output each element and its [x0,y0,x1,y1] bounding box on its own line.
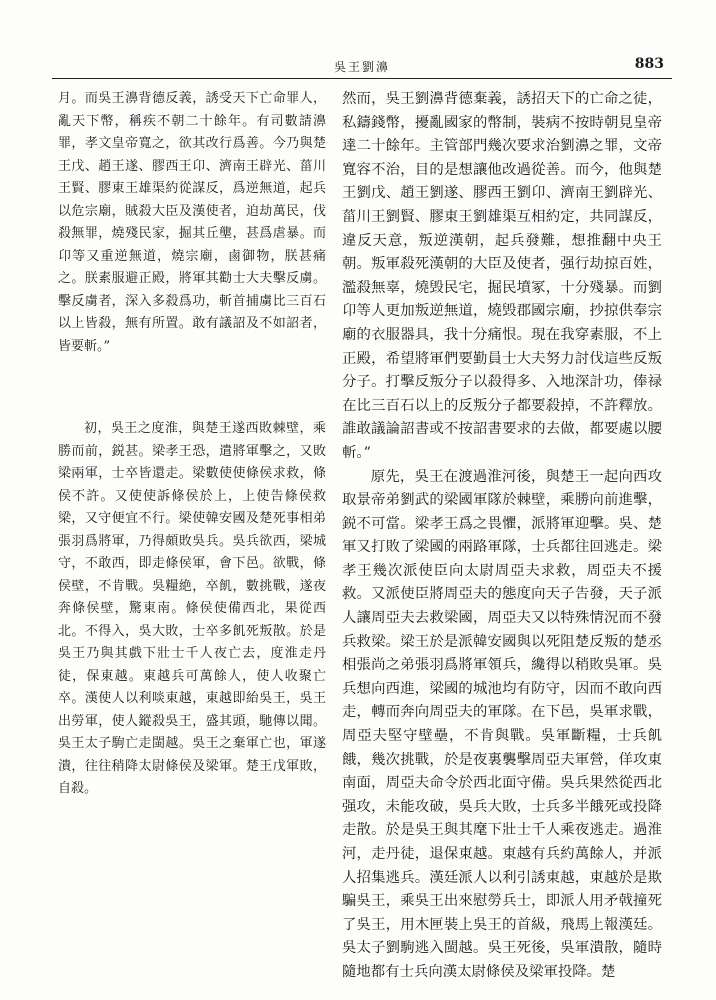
classical-paragraph-2: 初，吳王之度淮，與楚王遂西敗棘壁，乘勝而前，鋭甚。梁孝王恐，遣將軍擊之，又敗梁兩軍，士卒皆還走。梁數使使條侯求救，條侯不許。又使使訴條侯於上，上使告條侯救梁，又守便宜不行。梁使韓安國及楚死事相弟張羽爲將軍，乃得頗敗吳兵。吳兵欲西，梁城守，不敢西，即走條侯軍，會下邑。欲戰，條侯壁，不肯戰。吳糧絶，卒飢，數挑戰，遂夜奔條侯壁，驚東南。條侯使備西北，果從西北。不得入，吳大敗，士卒多飢死叛散。於是吳王乃與其戲下壯士千人夜亡去，度淮走丹徒，保東越。東越兵可萬餘人，使人收聚亡卒。漢使人以利啖東越，東越即紿吳王，吳王出勞軍，使人鏦殺吳王，盛其頭，馳傳以聞。吳王太子駒亡走閩越。吳王之棄軍亡也，軍遂潰，往往稍降太尉條侯及梁軍。楚王戊軍敗，自殺。 [58,421,326,796]
translation-text-column [342,88,662,985]
classical-paragraph-1: 月。而吳王濞背德反義，誘受天下亡命罪人，亂天下幣，稱疾不朝二十餘年。有司數請濞罪，孝文皇帝寬之，欲其改行爲善。今乃與楚王戊、趙王遂、膠西王卬、濟南王辟光、菑川王賢、膠東王雄渠約從謀反，爲逆無道，起兵以危宗廟，賊殺大臣及漢使者，迫劫萬民，伐殺無罪，燒殘民家，掘其丘壟，甚爲虐暴。而卬等又重逆無道，燒宗廟，鹵御物，朕甚痛之。朕素服避正殿，將軍其勸士大夫擊反虜。擊反虜者，深入多殺爲功，斬首捕虜比三百石以上皆殺，無有所置。敢有議詔及不如詔者，皆要斬。” [58,91,326,354]
translation-paragraph-1: 然而，吳王劉濞背德棄義，誘招天下的亡命之徒，私鑄錢幣，擾亂國家的幣制，裝病不按時朝見皇帝達二十餘年。主管部門幾次要求治劉濞之罪，文帝寬容不治，目的是想讓他改過從善。而今，他與楚王劉戊、趙王劉遂、膠西王劉卬、濟南王劉辟光、菑川王劉賢、膠東王劉雄渠互相約定，共同謀反，違反天意，叛逆漢朝，起兵發難，想推翻中央王朝。叛軍殺死漢朝的大臣及使者，强行劫掠百姓，濫殺無辜，燒毁民宅，掘民墳冢，十分殘暴。而劉卬等人更加叛逆無道，燒毁郡國宗廟，抄掠供奉宗廟的衣服器具，我十分痛恨。現在我穿素服，不上正殿，希望將軍們要勤員士大夫努力討伐這些反叛分子。打擊反叛分子以殺得多、入地深計功，俸禄在比三百石以上的反叛分子都要殺掉，不許釋放。誰敢議論詔書或不按詔書要求的去做，都要處以腰斬。” [342,91,662,461]
page-number: 883 [634,56,664,72]
translation-paragraph-2: 原先，吳王在渡過淮河後，與楚王一起向西攻取景帝弟劉武的梁國軍隊於棘壁，乘勝向前進擊，鋭不可當。梁孝王爲之畏懼，派將軍迎擊。吳、楚軍又打敗了梁國的兩路軍隊，士兵都往回逃走。梁孝王幾次派使臣向太尉周亞夫求救，周亞夫不援救。又派使臣將周亞夫的態度向天子告發，天子派人讓周亞夫去救梁國，周亞夫又以特殊情況而不發兵救梁。梁王於是派韓安國與以死阻楚反叛的楚丞相張尚之弟張羽爲將軍領兵，纔得以稍敗吳軍。吳兵想向西進，梁國的城池均有防守，因而不敢向西走，轉而奔向周亞夫的軍隊。在下邑，吳軍求戰，周亞夫堅守壁壘，不肯與戰。吳軍斷糧，士兵飢餓，幾次挑戰，於是夜裏襲擊周亞夫軍營，佯攻東南面，周亞夫命令於西北面守備。吳兵果然從西北强攻，未能攻破，吳兵大敗，士兵多半餓死或投降走散。於是吳王與其麾下壯士千人乘夜逃走。過淮河，走丹徒，退保東越。東越有兵約萬餘人，并派人招集逃兵。漢廷派人以利引誘東越，東越於是欺騙吳王，乘吳王出來慰勞兵士，即派人用矛戟撞死了吳王，用木匣裝上吳王的首級，飛馬上報漢廷。吳太子劉駒逃入閩越。吳王死後，吳軍潰散，隨時隨地都有士兵向漢太尉條侯及梁軍投降。楚 [342,468,662,980]
header-title: 吳王劉濞 [333,60,390,74]
header-rule [52,78,672,79]
classical-text-column [58,88,326,801]
running-header [52,56,672,76]
